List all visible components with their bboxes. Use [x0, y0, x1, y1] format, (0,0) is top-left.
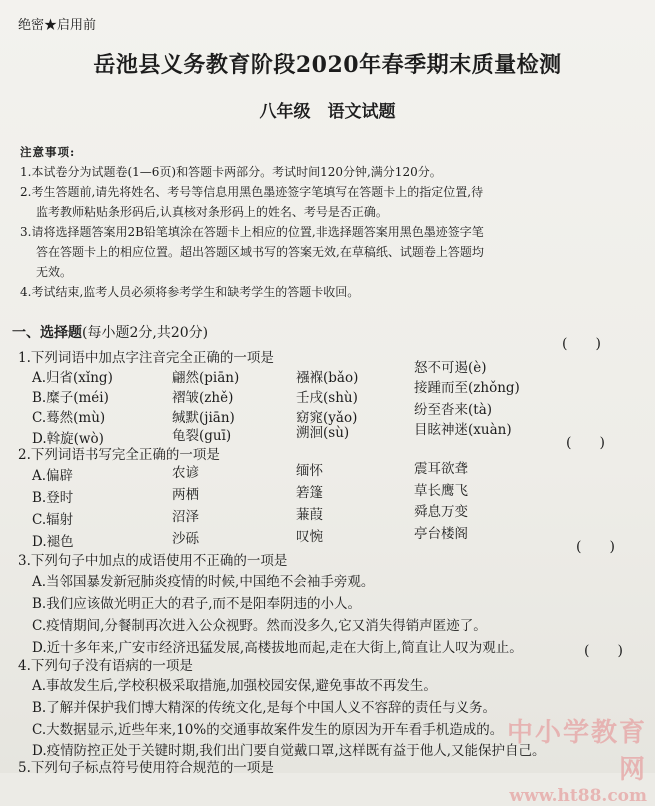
q1-option-a-word: 襁褓(bǎo): [296, 370, 359, 386]
notice-item: 答在答题卡上的相应位置。超出答题区域书写的答案无效,在草稿纸、试题卷上答题均: [36, 245, 484, 259]
q2-option-d-word: 亭台楼阁: [414, 526, 468, 542]
q4-option-c: C.大数据显示,近些年来,10%的交通事故案件发生的原因为开车看手机造成的。: [32, 722, 504, 738]
confidential-mark: 绝密★启用前: [18, 18, 97, 33]
notice-heading: 注意事项:: [20, 145, 76, 159]
q2-option-c-word: 舜息万变: [414, 504, 468, 520]
answer-paren-q2: ( ): [566, 435, 605, 451]
notice-item: 3.请将选择题答案用2B铅笔填涂在答题卡上相应的位置,非选择题答案用黑色墨迹签字笔: [20, 225, 484, 239]
q1-option-b-word: 壬戌(shù): [296, 390, 358, 406]
q2-option-d-word: 沙砾: [172, 531, 199, 547]
notice-item: 监考教师粘贴条形码后,认真核对条形码上的姓名、考号是否正确。: [36, 205, 388, 219]
q2-option-b-word: 箬篷: [296, 485, 323, 501]
q2-option-a-word: 缅怀: [296, 463, 323, 479]
q4-option-a: A.事故发生后,学校积极采取措施,加强校园安保,避免事故不再发生。: [32, 678, 437, 694]
q3-option-c: C.疫情期间,分餐制再次进入公众视野。然而没多久,它又消失得销声匿迹了。: [32, 618, 487, 634]
q1-option-a-word: 怒不可遏(è): [414, 360, 487, 376]
q2-option-c-word: 蒹葭: [296, 507, 323, 523]
q1-option-c-word: 缄默(jiān): [172, 410, 235, 426]
q2-option-a: A.偏辟: [32, 468, 74, 484]
section-heading: [12, 322, 208, 342]
q2-option-b: B.登时: [32, 490, 74, 506]
q1-option-d-word: 龟裂(guī): [172, 428, 232, 444]
answer-paren-q4: ( ): [584, 643, 623, 659]
question-stem-q1: 1.下列词语中加点字注音完全正确的一项是: [18, 350, 274, 366]
site-watermark: [497, 712, 647, 806]
q2-option-d: D.褪色: [32, 534, 74, 550]
q2-option-a-word: 农谚: [172, 465, 199, 481]
question-stem-q4: 4.下列句子没有语病的一项是: [18, 658, 193, 674]
exam-subtitle: 八年级 语文试题: [259, 102, 396, 122]
q1-option-b-word: 接踵而至(zhǒng): [414, 380, 520, 396]
question-stem-q5: 5.下列句子标点符号使用符合规范的一项是: [18, 760, 274, 776]
q2-option-a-word: 震耳欲聋: [414, 461, 468, 477]
q4-option-b: B.了解并保护我们博大精深的传统文化,是每个中国人义不容辞的责任与义务。: [32, 700, 497, 716]
q2-option-b-word: 草长鹰飞: [414, 483, 468, 499]
notice-item: 无效。: [36, 265, 73, 279]
notice-item: 1.本试卷分为试题卷(1—6页)和答题卡两部分。考试时间120分钟,满分120分。: [20, 165, 442, 179]
q1-option-c: C.蓦然(mù): [32, 410, 106, 426]
watermark-text: 中小学教育网: [506, 718, 647, 785]
q2-option-c: C.辐射: [32, 512, 74, 528]
answer-paren-q1: ( ): [562, 336, 601, 352]
answer-paren-q3: ( ): [576, 539, 615, 555]
watermark-url: www.ht88.com: [509, 786, 647, 806]
section-note: (每小题2分,共20分): [82, 325, 209, 341]
q3-option-b: B.我们应该做光明正大的君子,而不是阳奉阴违的小人。: [32, 596, 362, 612]
q2-option-c-word: 沼泽: [172, 509, 199, 525]
notice-item: 4.考试结束,监考人员必须将参考学生和缺考学生的答题卡收回。: [20, 285, 360, 299]
q1-option-c-word: 窈窕(yǎo): [296, 410, 358, 426]
q1-option-c-word: 纷至沓来(tà): [414, 402, 493, 418]
q1-option-d-word: 溯洄(sù): [296, 425, 350, 441]
question-stem-q3: 3.下列句子中加点的成语使用不正确的一项是: [18, 553, 288, 569]
q2-option-b-word: 两栖: [172, 487, 199, 503]
q1-option-a: A.归省(xǐng): [32, 370, 113, 386]
q1-option-d-word: 目眩神迷(xuàn): [414, 422, 512, 438]
question-stem-q2: 2.下列词语书写完全正确的一项是: [18, 447, 220, 463]
q1-option-d: D.斡旋(wò): [32, 431, 104, 447]
q2-option-d-word: 叹惋: [296, 529, 323, 545]
notice-block: [20, 142, 610, 302]
q4-option-d: D.疫情防控正处于关键时期,我们出门要自觉戴口罩,这样既有益于他人,又能保护自己。: [32, 743, 546, 759]
section-title: 一、选择题: [12, 325, 82, 341]
q1-option-b-word: 褶皱(zhě): [172, 390, 234, 406]
exam-title: 岳池县义务教育阶段2020年春季期末质量检测: [93, 52, 562, 78]
q3-option-d: D.近十多年来,广安市经济迅猛发展,高楼拔地而起,走在大街上,简直让人叹为观止。: [32, 640, 523, 656]
q1-option-b: B.糜子(méi): [32, 390, 109, 406]
q1-option-a-word: 翩然(piān): [172, 370, 240, 386]
notice-item: 2.考生答题前,请先将姓名、考号等信息用黑色墨迹签字笔填写在答题卡上的指定位置,待: [20, 185, 484, 199]
q3-option-a: A.当邻国暴发新冠肺炎疫情的时候,中国绝不会袖手旁观。: [32, 574, 375, 590]
